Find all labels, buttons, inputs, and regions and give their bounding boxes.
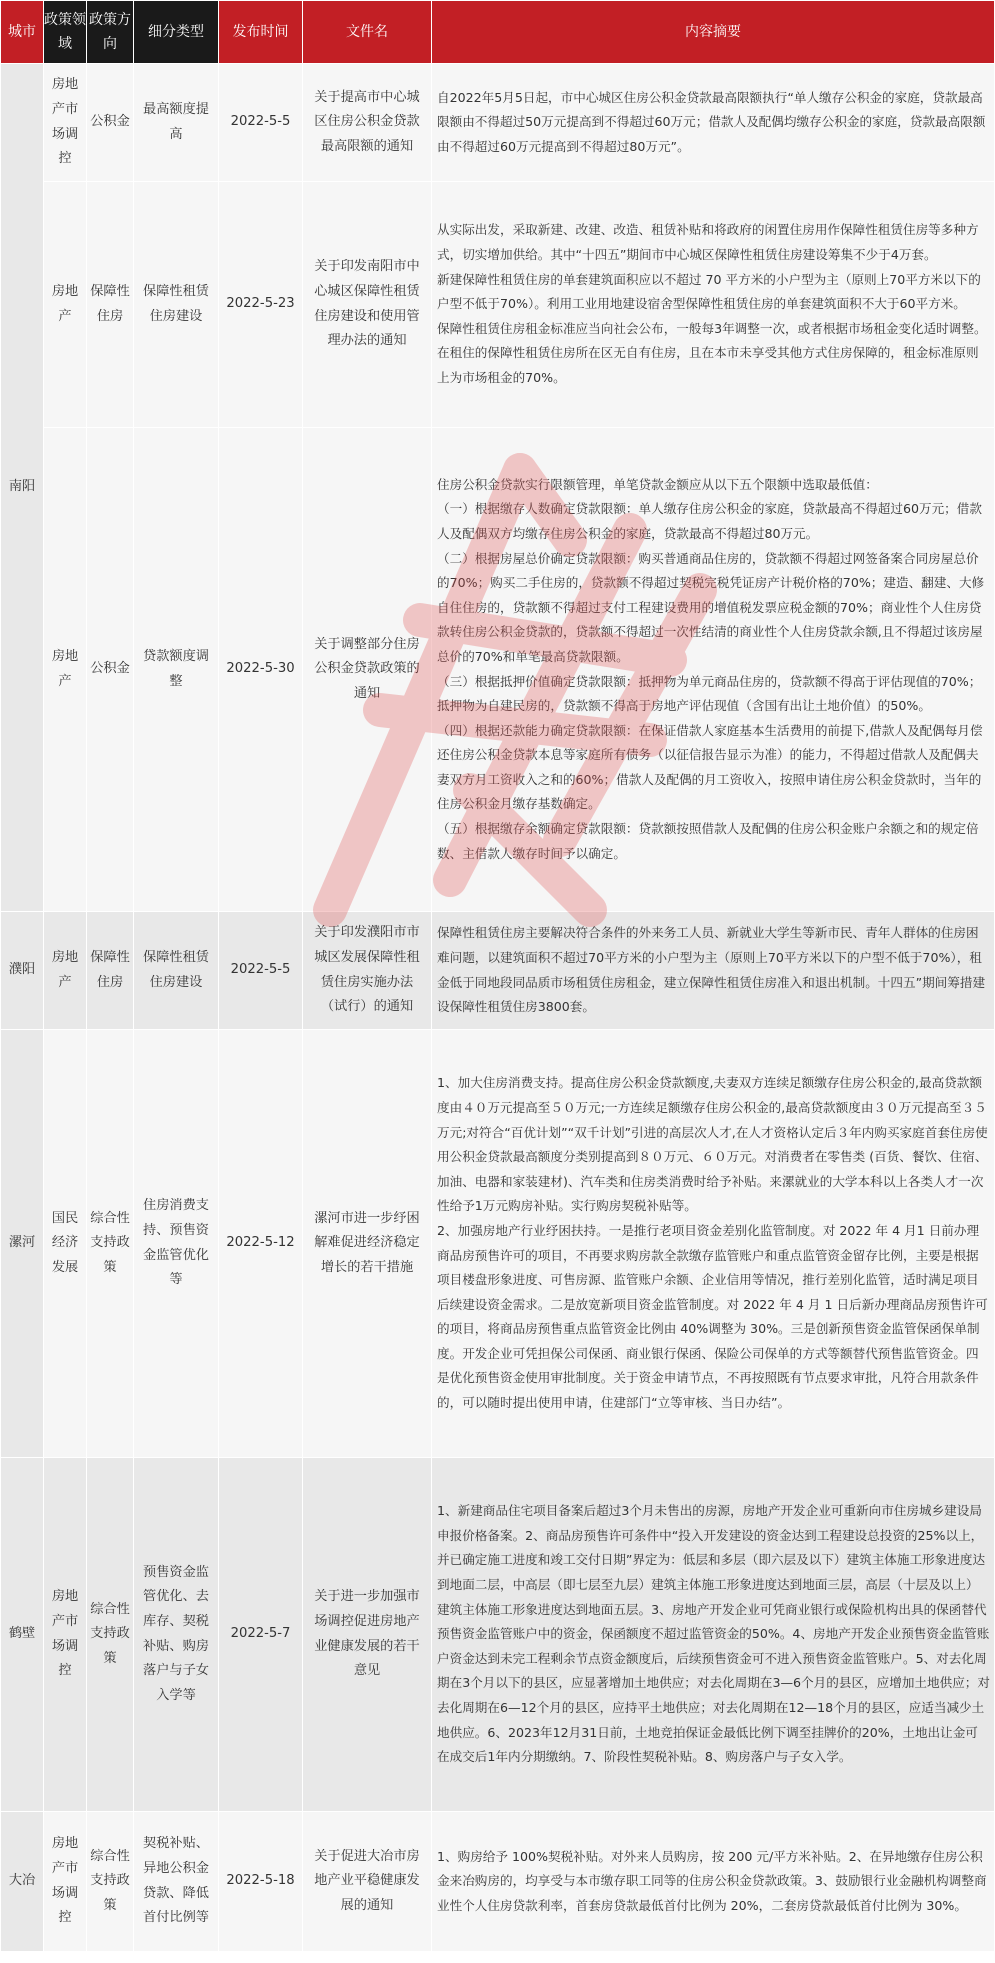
summary-paragraph: 从实际出发，采取新建、改建、改造、租赁补贴和将政府的闲置住房用作保障性租赁住房等多种方式，切实增加供给。其中“十四五”期间市中心城区保障性租赁住房建设筹集不少于4万套。	[437, 222, 979, 263]
release-date-cell: 2022-5-30	[219, 428, 303, 912]
header-policy-area: 政策领域	[44, 1, 87, 64]
summary-paragraph: 1、加大住房消费支持。提高住房公积金贷款额度,夫妻双方连续足额缴存住房公积金的,最高贷款额度由４０万元提高至５０万元;一方连续足额缴存住房公积金的,最高贷款额度由３０万元提高至３５万元;对符合“百优计划”“双千计划”引进的高层次人才,在人才资格认定后３年内购买家庭首套住房使用公积金贷款最高额度分类别提高到８０万元、６０万元。对消费者在零售类 (百货、餐饮、住宿、加油、电器和家装建材)、汽车类和住房类消费时给予补贴。来漯就业的大学本科以上各类人才一次性给予1万元购房补贴。实行购房契税补贴等。	[437, 1075, 988, 1214]
summary-paragraph: 2、加强房地产行业纾困扶持。一是推行老项目资金差别化监管制度。对 2022 年 4 月1 日前办理商品房预售许可的项目，不再要求购房款全款缴存监管账户和重点监管资金留存比例，主要是根据项目楼盘形象进度、可售房源、监管账户余额、企业信用等情况，推行差别化监管，适时满足项目后续建设资金需求。二是放宽新项目资金监管制度。对 2022 年 4 月 1 日后新办理商品房预售许可的项目，将商品房预售重点监管资金比例由 40%调整为 30%。三是创新预售资金监管保函保单制度。开发企业可凭担保公司保函、商业银行保函、保险公司保单的方式等额替代预售监管资金。四是优化预售资金使用审批制度。关于资金申请节点，不再按照既有节点要求审批，凡符合用款条件的，可以随时提出使用申请，住建部门“立等审核、当日办结”。	[437, 1222, 988, 1411]
policy-area-cell: 房地产市场调控	[44, 1458, 87, 1812]
subtype-cell: 住房消费支持、预售资金监管优化等	[134, 1030, 219, 1458]
table-row	[1, 428, 995, 912]
filename-cell: 关于印发濮阳市市城区发展保障性租赁住房实施办法（试行）的通知	[303, 912, 432, 1030]
subtype-cell: 预售资金监管优化、去库存、契税补贴、购房落户与子女入学等	[134, 1458, 219, 1812]
subtype-cell: 保障性租赁住房建设	[134, 912, 219, 1030]
subtype-cell: 贷款额度调整	[134, 428, 219, 912]
policy-direction-cell: 公积金	[87, 428, 134, 912]
table-row	[1, 912, 995, 1030]
policy-area-cell: 国民经济发展	[44, 1030, 87, 1458]
policy-direction-cell: 综合性支持政策	[87, 1030, 134, 1458]
summary-paragraph: （五）根据缴存余额确定贷款限额：贷款额按照借款人及配偶的住房公积金账户余额之和的规定倍数、主借款人缴存时间予以确定。	[437, 821, 979, 861]
policy-area-cell: 房地产	[44, 182, 87, 428]
summary-paragraph: 新建保障性租赁住房的单套建筑面积应以不超过 70 平方米的小户型为主（原则上70平方米以下的户型不低于70%）。利用工业用地建设宿舍型保障性租赁住房的单套建筑面积不大于60平方米。	[437, 271, 981, 312]
summary-paragraph: （三）根据抵押价值确定贷款限额：抵押物为单元商品住房的，贷款额不得高于评估现值的70%；抵押物为自建民房的，贷款额不得高于房地产评估现值（含国有出让土地价值）的50%。	[437, 673, 982, 714]
filename-cell: 关于调整部分住房公积金贷款政策的通知	[303, 428, 432, 912]
policy-area-cell: 房地产市场调控	[44, 64, 87, 182]
summary-cell	[432, 182, 995, 428]
summary-cell	[432, 1030, 995, 1458]
summary-cell	[432, 1458, 995, 1812]
filename-cell: 关于印发南阳市中心城区保障性租赁住房建设和使用管理办法的通知	[303, 182, 432, 428]
summary-cell	[432, 912, 995, 1030]
filename-cell: 漯河市进一步纾困解难促进经济稳定增长的若干措施	[303, 1030, 432, 1458]
policy-direction-cell: 公积金	[87, 64, 134, 182]
table-row	[1, 1458, 995, 1812]
release-date-cell: 2022-5-23	[219, 182, 303, 428]
release-date-cell: 2022-5-5	[219, 912, 303, 1030]
summary-cell	[432, 428, 995, 912]
release-date-cell: 2022-5-18	[219, 1812, 303, 1952]
policy-direction-cell: 综合性支持政策	[87, 1458, 134, 1812]
table-row	[1, 1812, 995, 1952]
policy-area-cell: 房地产	[44, 428, 87, 912]
policy-direction-cell: 综合性支持政策	[87, 1812, 134, 1952]
header-city: 城市	[1, 1, 44, 64]
summary-paragraph: 1、新建商品住宅项目备案后超过3个月未售出的房源，房地产开发企业可重新向市住房城乡建设局申报价格备案。2、商品房预售许可条件中“投入开发建设的资金达到工程建设总投资的25%以上，并已确定施工进度和竣工交付日期”界定为：低层和多层（即六层及以下）建筑主体施工形象进度达到地面二层，中高层（即七层至九层）建筑主体施工形象进度达到地面三层，高层（十层及以上）建筑主体施工形象进度达到地面五层。3、房地产开发企业可凭商业银行或保险机构出具的保函替代预售资金监管账户中的资金，保函额度不超过监管资金的50%。4、房地产开发企业预售资金监管账户资金达到未完工程剩余节点资金额度后，后续预售资金可不进入预售资金监管账户。5、对去化周期在3个月以下的县区，应显著增加土地供应；对去化周期在3—6个月的县区，应增加土地供应；对去化周期在6—12个月的县区，应持平土地供应；对去化周期在12—18个月的县区，应适当减少土地供应。6、2023年12月31日前，土地竞拍保证金最低比例下调至挂牌价的20%，土地出让金可在成交后1年内分期缴纳。7、阶段性契税补贴。8、购房落户与子女入学。	[437, 1503, 990, 1765]
release-date-cell: 2022-5-5	[219, 64, 303, 182]
summary-paragraph: （四）根据还款能力确定贷款限额：在保证借款人家庭基本生活费用的前提下,借款人及配偶每月偿还住房公积金贷款本息等家庭所有债务（以征信报告显示为准）的能力，不得超过借款人及配偶夫妻双方月工资收入之和的60%；借款人及配偶的月工资收入，按照申请住房公积金贷款时，当年的住房公积金月缴存基数确定。	[437, 722, 983, 812]
subtype-cell: 契税补贴、异地公积金贷款、降低首付比例等	[134, 1812, 219, 1952]
subtype-cell: 最高额度提高	[134, 64, 219, 182]
header-subtype: 细分类型	[134, 1, 219, 64]
release-date-cell: 2022-5-7	[219, 1458, 303, 1812]
header-policy-direction: 政策方向	[87, 1, 134, 64]
header-filename: 文件名	[303, 1, 432, 64]
header-summary: 内容摘要	[432, 1, 995, 64]
policy-direction-cell: 保障性住房	[87, 912, 134, 1030]
summary-paragraph: 自2022年5月5日起，市中心城区住房公积金贷款最高限额执行“单人缴存公积金的家庭，贷款最高限额由不得超过50万元提高到不得超过60万元；借款人及配偶均缴存公积金的家庭，贷款最高限额由不得超过60万元提高到不得超过80万元”。	[437, 89, 986, 154]
summary-cell	[432, 1812, 995, 1952]
city-cell-puyang: 濮阳	[1, 912, 44, 1030]
city-cell-nanyang: 南阳	[1, 64, 44, 912]
filename-cell: 关于提高市中心城区住房公积金贷款最高限额的通知	[303, 64, 432, 182]
summary-paragraph: 住房公积金贷款实行限额管理，单笔贷款金额应从以下五个限额中选取最低值：	[437, 476, 878, 492]
city-cell-hebi: 鹤壁	[1, 1458, 44, 1812]
filename-cell: 关于促进大冶市房地产业平稳健康发展的通知	[303, 1812, 432, 1952]
summary-paragraph: （二）根据房屋总价确定贷款限额：购买普通商品住房的，贷款额不得超过网签备案合同房屋总价的70%；购买二手住房的，贷款额不得超过契税完税凭证房产计税价格的70%；建造、翻建、大修自住住房的，贷款额不得超过支付工程建设费用的增值税发票应税金额的70%；商业性个人住房贷款转住房公积金贷款的，贷款额不得超过一次性结清的商业性个人住房贷款余额,且不得超过该房屋总价的70%和单笔最高贷款限额。	[437, 550, 985, 664]
summary-cell	[432, 64, 995, 182]
header-release-date: 发布时间	[219, 1, 303, 64]
table-row	[1, 182, 995, 428]
header-row	[1, 1, 995, 64]
subtype-cell: 保障性租赁住房建设	[134, 182, 219, 428]
summary-paragraph: 保障性租赁住房主要解决符合条件的外来务工人员、新就业大学生等新市民、青年人群体的住房困难问题，以建筑面积不超过70平方米的小户型为主（原则上70平方米以下的户型不低于70%），租金低于同地段同品质市场租赁住房租金，建立保障性租赁住房准入和退出机制。十四五”期间筹措建设保障性租赁住房3800套。	[437, 925, 986, 1015]
summary-paragraph: 保障性租赁住房租金标准应当向社会公布，一般每3年调整一次，或者根据市场租金变化适时调整。在租住的保障性租赁住房所在区无自有住房，且在本市未享受其他方式住房保障的，租金标准原则上为市场租金的70%。	[437, 320, 987, 385]
city-cell-luohe: 漯河	[1, 1030, 44, 1458]
policy-area-cell: 房地产	[44, 912, 87, 1030]
policy-area-cell: 房地产市场调控	[44, 1812, 87, 1952]
table-row	[1, 64, 995, 182]
summary-paragraph: 1、购房给予 100%契税补贴。对外来人员购房，按 200 元/平方米补贴。2、在异地缴存住房公积金来冶购房的，均享受与本市缴存职工同等的住房公积金贷款政策。3、鼓励银行业金融机构调整商业性个人住房贷款利率，首套房贷款最低首付比例为 20%，二套房贷款最低首付比例为 30%。	[437, 1848, 987, 1913]
table-row	[1, 1030, 995, 1458]
summary-paragraph: （一）根据缴存人数确定贷款限额：单人缴存住房公积金的家庭，贷款最高不得超过60万元；借款人及配偶双方均缴存住房公积金的家庭，贷款最高不得超过80万元。	[437, 501, 982, 541]
release-date-cell: 2022-5-12	[219, 1030, 303, 1458]
city-cell-daye: 大冶	[1, 1812, 44, 1952]
filename-cell: 关于进一步加强市场调控促进房地产业健康发展的若干意见	[303, 1458, 432, 1812]
policy-direction-cell: 保障性住房	[87, 182, 134, 428]
